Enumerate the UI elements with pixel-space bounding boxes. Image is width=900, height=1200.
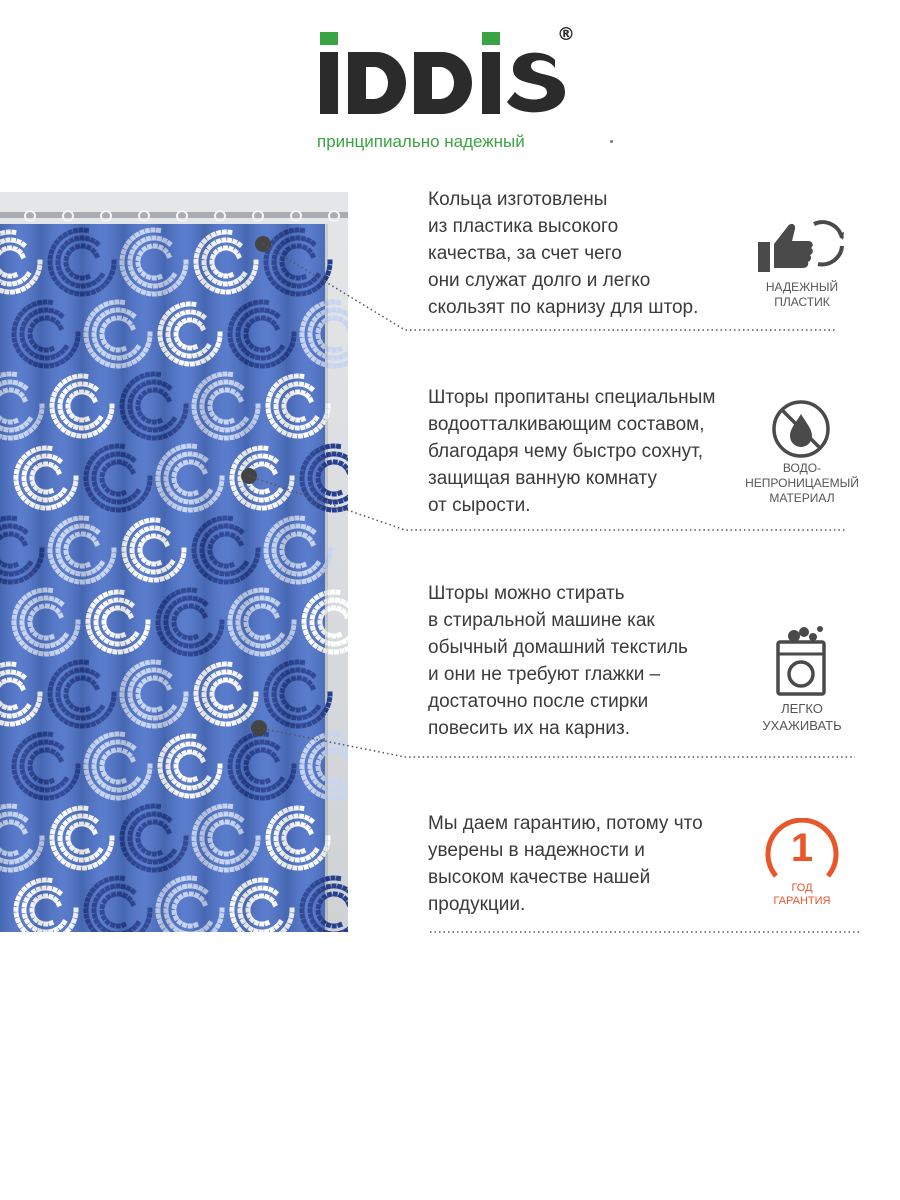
iddis-logo-icon bbox=[315, 30, 585, 130]
feature-caption-waterproof: ВОДО- НЕПРОНИЦАЕМЫЙ МАТЕРИАЛ bbox=[745, 461, 859, 505]
thumbs-up-recycle-icon bbox=[752, 214, 848, 276]
feature-text-washing: Шторы можно стирать в стиральной машине как обычный домашний текстиль и они не требуют глажки – достаточно после стирки повесить их на карниз. bbox=[428, 583, 688, 739]
brand-logo bbox=[315, 24, 585, 160]
feature-text-warranty: Мы даем гарантию, потому что уверены в надежности и высоком качестве нашей продукции. bbox=[428, 813, 703, 915]
decorative-dot bbox=[610, 140, 613, 143]
shower-curtain-photo bbox=[0, 192, 348, 932]
feature-caption-rings: НАДЕЖНЫЙ ПЛАСТИК bbox=[765, 280, 839, 309]
registered-mark: ® bbox=[557, 24, 575, 45]
feature-caption-washing: ЛЕГКО УХАЖИВАТЬ bbox=[762, 701, 842, 733]
warranty-number: 1 bbox=[790, 826, 814, 870]
brand-tagline: принципиально надежный bbox=[317, 132, 525, 151]
washing-machine-icon bbox=[772, 624, 832, 698]
feature-text-rings: Кольца изготовлены из пластика высокого качества, за счет чего они служат долго и легко скользят по карнизу для штор. bbox=[428, 189, 699, 318]
feature-text-waterproof: Шторы пропитаны специальным водоотталкивающим составом, благодаря чему быстро сохнут, защищая ванную комнату от сырости. bbox=[428, 387, 716, 516]
no-water-drop-icon bbox=[770, 398, 832, 460]
warranty-caption: ГОД ГАРАНТИЯ bbox=[773, 882, 831, 907]
